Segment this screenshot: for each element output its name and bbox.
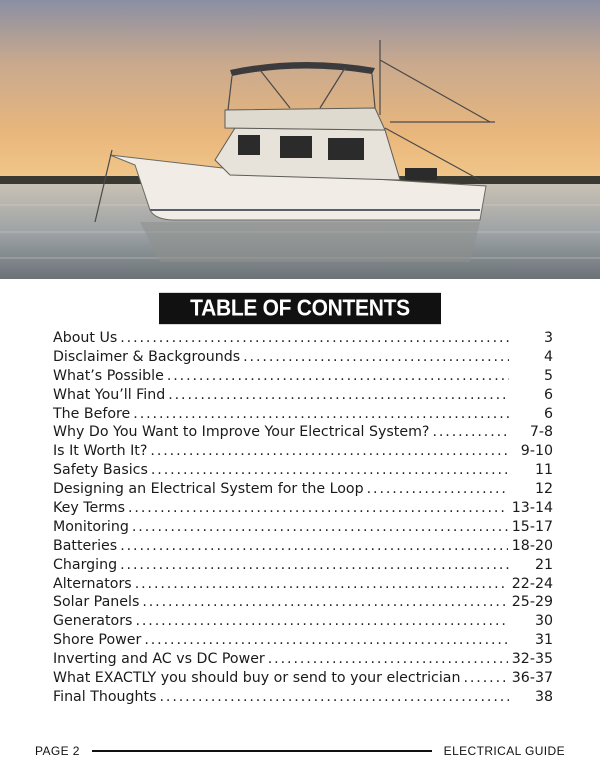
toc-entry[interactable] (53, 518, 553, 537)
toc-leader-dots (133, 405, 509, 424)
toc-leader-dots (144, 631, 509, 650)
toc-entry-page: 7-8 (529, 424, 553, 441)
toc-entry[interactable] (53, 480, 553, 499)
toc-entry-title: Monitoring (53, 518, 129, 535)
toc-title: TABLE OF CONTENTS (159, 293, 441, 324)
toc-entry-title: Charging (53, 556, 118, 573)
toc-leader-dots (168, 386, 509, 405)
toc-list (53, 329, 553, 707)
toc-entry[interactable] (53, 688, 553, 707)
toc-entry[interactable] (53, 367, 553, 386)
toc-entry-page: 4 (543, 348, 553, 365)
document-title-label: ELECTRICAL GUIDE (443, 744, 565, 758)
toc-entry-title: Is It Worth It? (53, 443, 148, 460)
toc-entry-title: Generators (53, 613, 133, 630)
toc-entry-title: Inverting and AC vs DC Power (53, 651, 265, 668)
toc-entry-title: Key Terms (53, 500, 126, 517)
toc-leader-dots (120, 556, 509, 575)
toc-entry[interactable] (53, 593, 553, 612)
toc-entry-title: Alternators (53, 575, 132, 592)
toc-entry[interactable] (53, 329, 553, 348)
toc-entry-page: 12 (534, 481, 553, 498)
toc-entry[interactable] (53, 405, 553, 424)
toc-entry-title: Disclaimer & Backgrounds (53, 348, 241, 365)
toc-entry-title: Final Thoughts (53, 688, 157, 705)
toc-entry-page: 36-37 (511, 670, 553, 687)
toc-entry-page: 22-24 (511, 575, 553, 592)
toc-leader-dots (160, 688, 510, 707)
toc-entry-page: 30 (534, 613, 553, 630)
toc-entry[interactable] (53, 575, 553, 594)
toc-entry[interactable] (53, 612, 553, 631)
toc-entry-page: 6 (543, 405, 553, 422)
toc-entry-title: Shore Power (53, 632, 142, 649)
toc-entry-page: 25-29 (511, 594, 553, 611)
toc-leader-dots (151, 461, 509, 480)
toc-leader-dots (367, 480, 509, 499)
toc-leader-dots (120, 537, 508, 556)
toc-entry[interactable] (53, 386, 553, 405)
toc-entry-page: 3 (543, 330, 553, 346)
toc-entry-page: 13-14 (511, 500, 553, 517)
toc-leader-dots (243, 348, 509, 367)
toc-entry-title: Safety Basics (53, 462, 148, 479)
toc-leader-dots (120, 329, 509, 348)
toc-entry[interactable] (53, 348, 553, 367)
toc-entry-title: What EXACTLY you should buy or send to your electrician (53, 670, 461, 687)
hero-photo (0, 0, 600, 279)
toc-entry-title: Why Do You Want to Improve Your Electrical System? (53, 424, 430, 441)
toc-entry-page: 31 (534, 632, 553, 649)
toc-entry-page: 21 (534, 556, 553, 573)
toc-entry-page: 11 (534, 462, 553, 479)
toc-entry-title: Solar Panels (53, 594, 140, 611)
toc-leader-dots (135, 612, 509, 631)
toc-entry-title: The Before (53, 405, 131, 422)
toc-entry[interactable] (53, 499, 553, 518)
toc-entry-title: What’s Possible (53, 367, 164, 384)
toc-entry[interactable] (53, 650, 553, 669)
toc-entry-title: About Us (53, 330, 118, 346)
toc-entry-title: Designing an Electrical System for the Loop (53, 481, 364, 498)
toc-entry-page: 15-17 (511, 518, 553, 535)
toc-entry-page: 9-10 (520, 443, 553, 460)
toc-entry[interactable] (53, 669, 553, 688)
toc-leader-dots (128, 499, 508, 518)
toc-entry[interactable] (53, 556, 553, 575)
toc-leader-dots (167, 367, 509, 386)
toc-leader-dots (132, 518, 508, 537)
toc-entry[interactable] (53, 461, 553, 480)
footer (35, 742, 565, 760)
toc-leader-dots (268, 650, 508, 669)
toc-leader-dots (135, 575, 508, 594)
toc-entry-page: 5 (543, 367, 553, 384)
toc-leader-dots (432, 423, 509, 442)
page-number-label: PAGE 2 (35, 744, 80, 758)
toc-entry-title: What You’ll Find (53, 386, 166, 403)
toc-entry-title: Batteries (53, 537, 118, 554)
toc-entry[interactable] (53, 423, 553, 442)
toc-entry[interactable] (53, 537, 553, 556)
toc-entry-page: 38 (534, 688, 553, 705)
toc-entry-page: 18-20 (511, 537, 553, 554)
toc-entry-page: 32-35 (511, 651, 553, 668)
footer-rule (92, 750, 432, 752)
toc-leader-dots (150, 442, 509, 461)
toc-entry-page: 6 (543, 386, 553, 403)
toc-leader-dots (142, 593, 507, 612)
toc-entry[interactable] (53, 442, 553, 461)
toc-leader-dots (463, 669, 507, 688)
toc-entry[interactable] (53, 631, 553, 650)
trawler-boat-photo (0, 0, 600, 279)
